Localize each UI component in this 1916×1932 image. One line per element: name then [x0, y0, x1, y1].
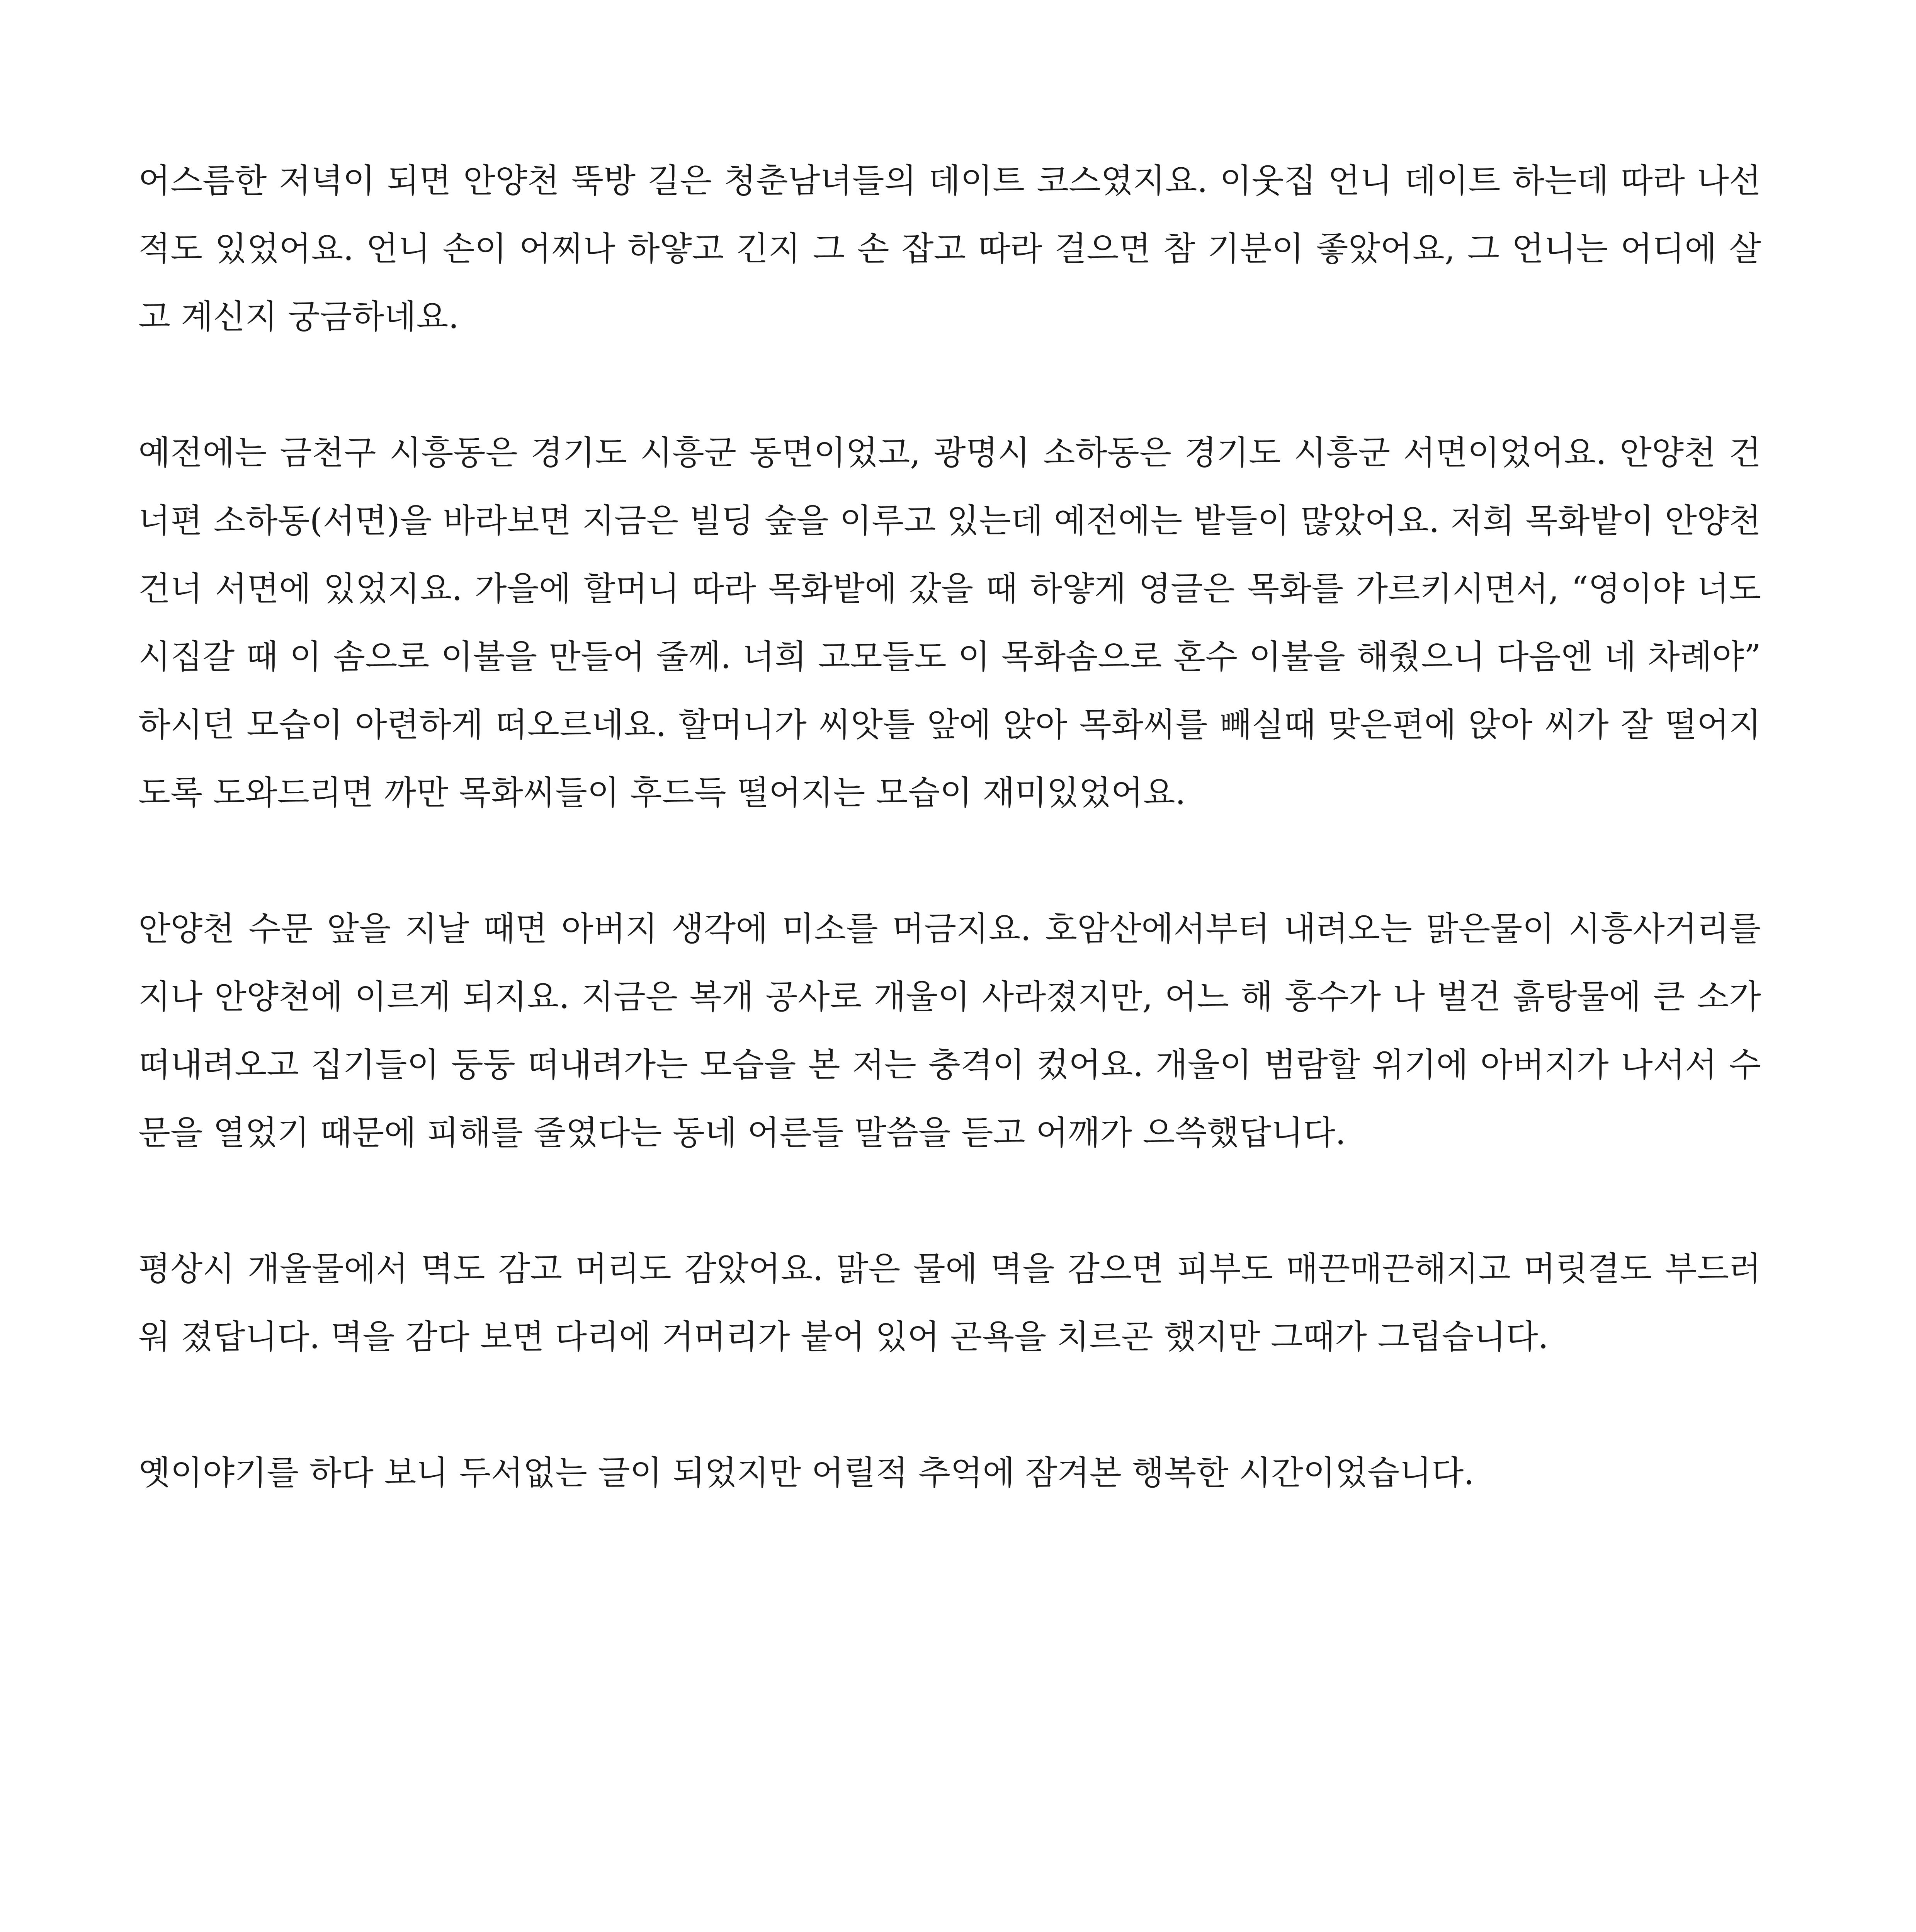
paragraph-5: 옛이야기를 하다 보니 두서없는 글이 되었지만 어릴적 추억에 잠겨본 행복한 시간이었습니다. [138, 1454, 1474, 1492]
paragraph-1: 어스름한 저녁이 되면 안양천 뚝방 길은 청춘남녀들의 데이트 코스였지요. 이웃집 언니 데이트 하는데 따라 나선적도 있었어요. 언니 손이 어찌나 하얗고 긴지 그 손 잡고 따라 걸으면 참 기분이 좋았어요, 그 언니는 어디에 살고 계신지 궁금하네요. [138, 162, 1761, 336]
paragraph-3: 안양천 수문 앞을 지날 때면 아버지 생각에 미소를 머금지요. 호암산에서부터 내려오는 맑은물이 시흥사거리를 지나 안양천에 이르게 되지요. 지금은 복개 공사로 개울이 사라졌지만, 어느 해 홍수가 나 벌건 흙탕물에 큰 소가 떠내려오고 집기들이 둥둥 떠내려가는 모습을 본 저는 충격이 컸어요. 개울이 범람할 위기에 아버지가 나서서 수문을 열었기 때문에 피해를 줄였다는 동네 어른들 말씀을 듣고 어깨가 으쓱했답니다. [138, 910, 1761, 1152]
paragraph-2: 예전에는 금천구 시흥동은 경기도 시흥군 동면이었고, 광명시 소하동은 경기도 시흥군 서면이었어요. 안양천 건너편 소하동(서면)을 바라보면 지금은 빌딩 숲을 이루고 있는데 예전에는 밭들이 많았어요. 저희 목화밭이 안양천 건너 서면에 있었지요. 가을에 할머니 따라 목화밭에 갔을 때 하얗게 영글은 목화를 가르키시면서, “영이야 너도 시집갈 때 이 솜으로 이불을 만들어 줄께. 너희 고모들도 이 목화솜으로 혼수 이불을 해줬으니 다음엔 네 차례야” 하시던 모습이 아련하게 떠오르네요. 할머니가 씨앗틀 앞에 앉아 목화씨를 빼실때 맞은편에 앉아 씨가 잘 떨어지도록 도와드리면 까만 목화씨들이 후드득 떨어지는 모습이 재미있었어요. [138, 434, 1761, 812]
paragraph-4: 평상시 개울물에서 멱도 감고 머리도 감았어요. 맑은 물에 멱을 감으면 피부도 매끈매끈해지고 머릿결도 부드러워 졌답니다. 멱을 감다 보면 다리에 거머리가 붙어 있어 곤욕을 치르곤 했지만 그때가 그립습니다. [138, 1250, 1761, 1356]
document-body [138, 147, 1761, 1507]
